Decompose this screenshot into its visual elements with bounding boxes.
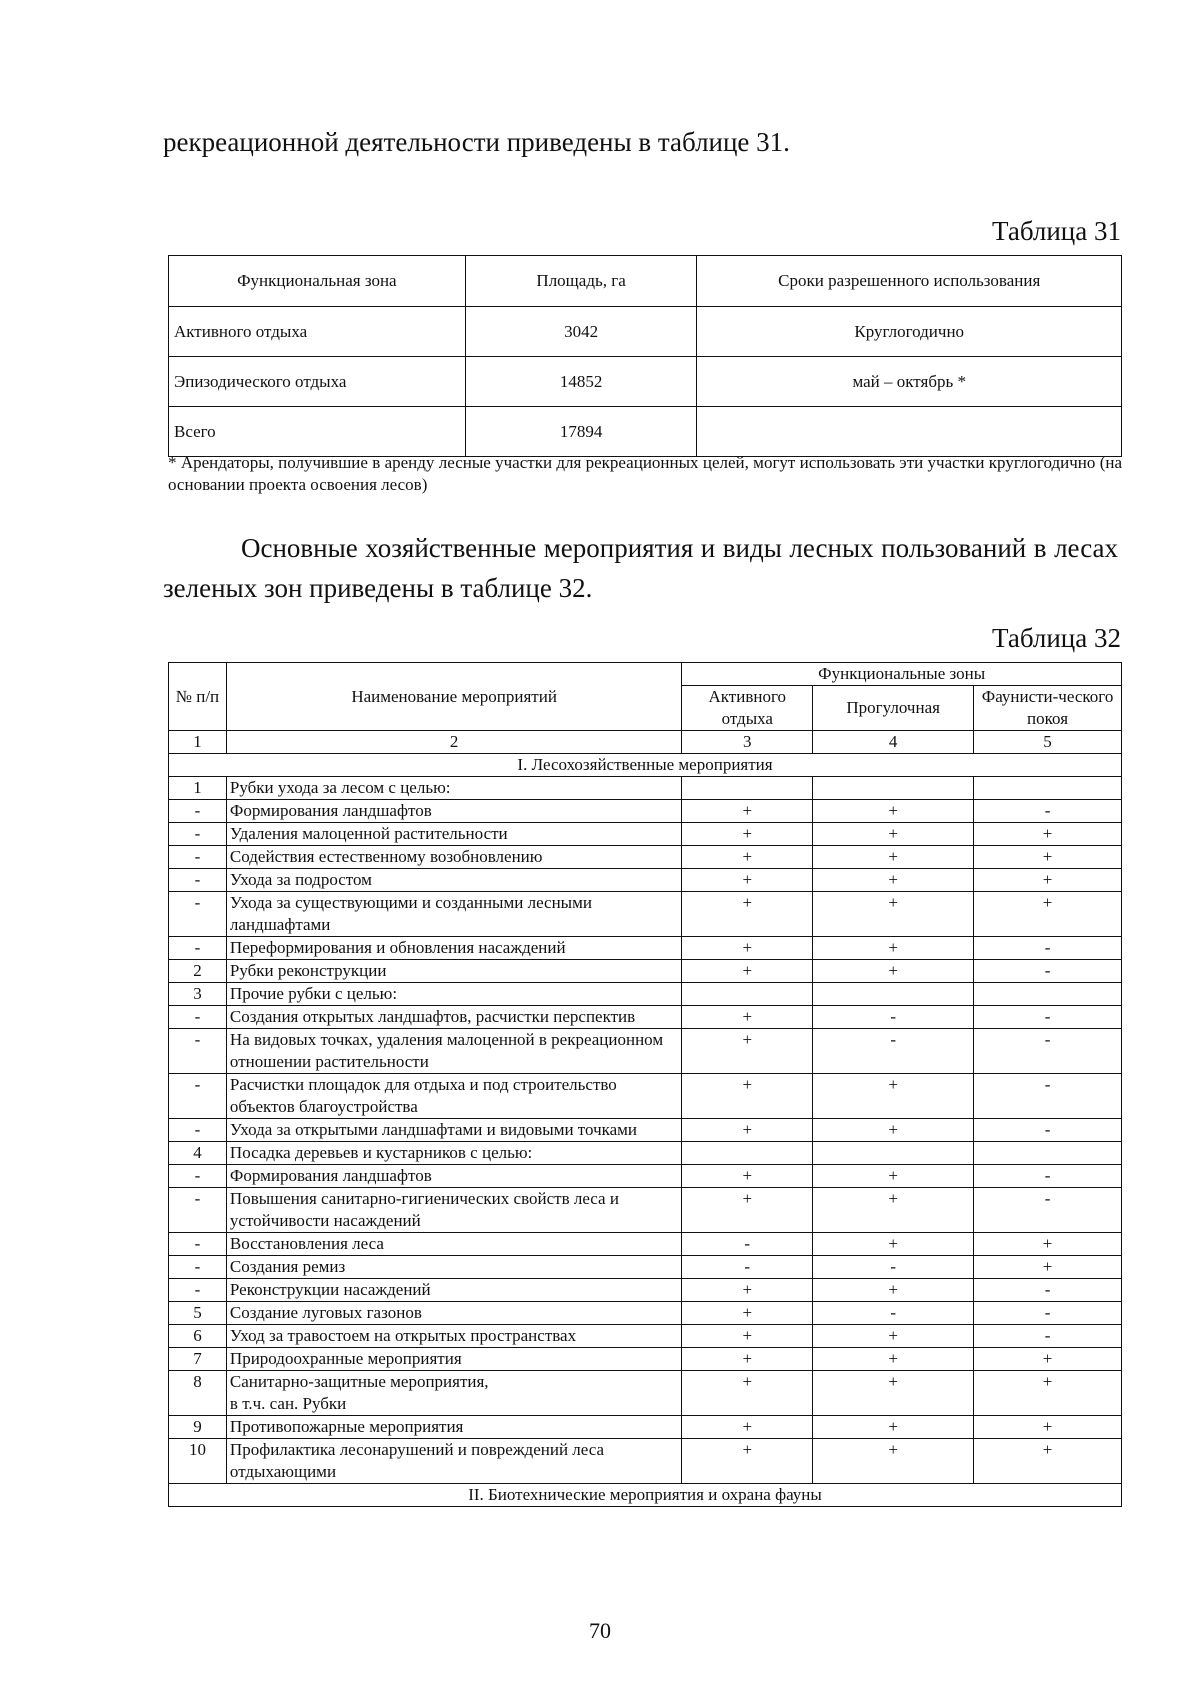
activity-name: Содействия естественному возобновлению <box>226 846 681 869</box>
zone-walk-mark: - <box>813 1029 974 1074</box>
table31-cell-period: май – октябрь * <box>697 357 1122 407</box>
table-row <box>169 937 1122 960</box>
zone-walk-mark: + <box>813 1416 974 1439</box>
table-row <box>169 1371 1122 1416</box>
zone-fauna-mark: - <box>974 1302 1122 1325</box>
activity-name: Повышения санитарно-гигиенических свойств леса и устойчивости насаждений <box>226 1188 681 1233</box>
zone-active-mark: + <box>682 960 813 983</box>
activity-name: Восстановления леса <box>226 1233 681 1256</box>
zone-fauna-mark: + <box>974 1256 1122 1279</box>
table31-cell-zone: Эпизодического отдыха <box>169 357 466 407</box>
activity-name: Прочие рубки с целью: <box>226 983 681 1006</box>
table-row <box>169 1233 1122 1256</box>
row-number: - <box>169 869 227 892</box>
section-title: II. Биотехнические мероприятия и охрана фауны <box>169 1484 1122 1507</box>
activity-name: Противопожарные мероприятия <box>226 1416 681 1439</box>
activity-name: Формирования ландшафтов <box>226 1165 681 1188</box>
zone-walk-mark: + <box>813 1325 974 1348</box>
activity-name: Формирования ландшафтов <box>226 800 681 823</box>
table-row <box>169 1006 1122 1029</box>
zone-fauna-mark: + <box>974 1233 1122 1256</box>
zone-walk-mark: + <box>813 1279 974 1302</box>
table32-header-active: Активного отдыха <box>682 686 813 731</box>
table32-section-row <box>169 754 1122 777</box>
table-row <box>169 1279 1122 1302</box>
table32-header-name: Наименование мероприятий <box>226 663 681 731</box>
zone-fauna-mark <box>974 1142 1122 1165</box>
table-row <box>169 892 1122 937</box>
zone-active-mark: + <box>682 1325 813 1348</box>
zone-walk-mark: + <box>813 960 974 983</box>
activity-name: Ухода за подростом <box>226 869 681 892</box>
row-number: - <box>169 1029 227 1074</box>
zone-walk-mark: + <box>813 1371 974 1416</box>
activity-name: Переформирования и обновления насаждений <box>226 937 681 960</box>
zone-walk-mark: + <box>813 1074 974 1119</box>
row-number: 1 <box>169 777 227 800</box>
col-number: 5 <box>974 731 1122 754</box>
activity-name: Уход за травостоем на открытых пространствах <box>226 1325 681 1348</box>
row-number: 8 <box>169 1371 227 1416</box>
table32-section-row <box>169 1484 1122 1507</box>
zone-walk-mark: - <box>813 1256 974 1279</box>
activity-name: Природоохранные мероприятия <box>226 1348 681 1371</box>
row-number: - <box>169 1233 227 1256</box>
table31-footnote: * Арендаторы, получившие в аренду лесные участки для рекреационных целей, могут использовать эти участки круглогодично (на основании проекта освоения лесов) <box>168 453 1122 494</box>
table-row <box>169 800 1122 823</box>
table-row <box>169 1416 1122 1439</box>
zone-walk-mark: + <box>813 1348 974 1371</box>
zone-fauna-mark: - <box>974 937 1122 960</box>
table-row <box>169 823 1122 846</box>
zone-walk-mark <box>813 1142 974 1165</box>
zone-active-mark: + <box>682 1188 813 1233</box>
table-row <box>169 1325 1122 1348</box>
table-row <box>169 357 1122 407</box>
zone-active-mark: + <box>682 1006 813 1029</box>
zone-fauna-mark: + <box>974 823 1122 846</box>
row-number: 5 <box>169 1302 227 1325</box>
table-row <box>169 1302 1122 1325</box>
zone-active-mark: + <box>682 1074 813 1119</box>
intro-paragraph: рекреационной деятельности приведены в таблице 31. <box>163 127 790 157</box>
zone-fauna-mark: - <box>974 800 1122 823</box>
zone-fauna-mark: - <box>974 1188 1122 1233</box>
zone-walk-mark: + <box>813 1188 974 1233</box>
zone-fauna-mark: - <box>974 960 1122 983</box>
table-row <box>169 307 1122 357</box>
zone-fauna-mark: - <box>974 1119 1122 1142</box>
zone-active-mark <box>682 777 813 800</box>
zone-walk-mark: - <box>813 1006 974 1029</box>
zone-fauna-mark: + <box>974 1439 1122 1484</box>
col-number: 1 <box>169 731 227 754</box>
zone-active-mark: + <box>682 1279 813 1302</box>
zone-walk-mark: + <box>813 846 974 869</box>
activity-name: Создания открытых ландшафтов, расчистки перспектив <box>226 1006 681 1029</box>
row-number: - <box>169 937 227 960</box>
row-number: - <box>169 823 227 846</box>
zone-active-mark: + <box>682 1165 813 1188</box>
zone-walk-mark <box>813 983 974 1006</box>
table-row <box>169 1439 1122 1484</box>
zone-fauna-mark <box>974 777 1122 800</box>
row-number: 6 <box>169 1325 227 1348</box>
row-number: 7 <box>169 1348 227 1371</box>
zone-walk-mark: + <box>813 1165 974 1188</box>
zone-fauna-mark: + <box>974 869 1122 892</box>
body-paragraph: Основные хозяйственные мероприятия и виды лесных пользований в лесах зеленых зон приведены в таблице 32. <box>163 533 1118 603</box>
page-number: 70 <box>589 1618 611 1643</box>
row-number: - <box>169 1279 227 1302</box>
table-row <box>169 846 1122 869</box>
table32-header-walk: Прогулочная <box>813 686 974 731</box>
zone-fauna-mark: + <box>974 1348 1122 1371</box>
table31-header-period: Сроки разрешенного использования <box>697 256 1122 307</box>
row-number: 2 <box>169 960 227 983</box>
zone-active-mark: + <box>682 1416 813 1439</box>
table31-cell-area: 17894 <box>465 407 697 457</box>
zone-active-mark <box>682 1142 813 1165</box>
row-number: - <box>169 1006 227 1029</box>
table-row <box>169 1029 1122 1074</box>
table31-caption: Таблица 31 <box>992 216 1121 246</box>
table-row <box>169 1074 1122 1119</box>
col-number: 4 <box>813 731 974 754</box>
table-32 <box>168 662 1122 1507</box>
zone-active-mark: + <box>682 800 813 823</box>
table31-cell-period: Круглогодично <box>697 307 1122 357</box>
table32-header-fauna: Фаунисти-ческого покоя <box>974 686 1122 731</box>
col-number: 2 <box>226 731 681 754</box>
table-row <box>169 960 1122 983</box>
activity-name: Рубки ухода за лесом с целью: <box>226 777 681 800</box>
zone-walk-mark: + <box>813 1119 974 1142</box>
row-number: - <box>169 1119 227 1142</box>
table31-cell-zone: Всего <box>169 407 466 457</box>
activity-name: Профилактика лесонарушений и повреждений леса отдыхающими <box>226 1439 681 1484</box>
table-row <box>169 1165 1122 1188</box>
activity-name: Создание луговых газонов <box>226 1302 681 1325</box>
col-number: 3 <box>682 731 813 754</box>
zone-fauna-mark <box>974 983 1122 1006</box>
activity-name: Реконструкции насаждений <box>226 1279 681 1302</box>
table-row <box>169 983 1122 1006</box>
row-number: - <box>169 1165 227 1188</box>
table-row <box>169 1142 1122 1165</box>
table32-caption: Таблица 32 <box>992 623 1121 653</box>
zone-active-mark: + <box>682 1119 813 1142</box>
table31-cell-area: 3042 <box>465 307 697 357</box>
zone-fauna-mark: - <box>974 1029 1122 1074</box>
zone-walk-mark: + <box>813 800 974 823</box>
row-number: - <box>169 800 227 823</box>
table31-cell-zone: Активного отдыха <box>169 307 466 357</box>
table32-header-row <box>169 663 1122 686</box>
table31-header-zone: Функциональная зона <box>169 256 466 307</box>
row-number: 4 <box>169 1142 227 1165</box>
zone-fauna-mark: - <box>974 1165 1122 1188</box>
zone-walk-mark: + <box>813 1233 974 1256</box>
activity-name: Удаления малоценной растительности <box>226 823 681 846</box>
zone-walk-mark <box>813 777 974 800</box>
zone-fauna-mark: - <box>974 1279 1122 1302</box>
zone-fauna-mark: - <box>974 1074 1122 1119</box>
zone-active-mark: + <box>682 1371 813 1416</box>
table-row <box>169 1256 1122 1279</box>
zone-active-mark: + <box>682 823 813 846</box>
zone-active-mark: + <box>682 1439 813 1484</box>
activity-name: Ухода за открытыми ландшафтами и видовыми точками <box>226 1119 681 1142</box>
table-row <box>169 407 1122 457</box>
zone-walk-mark: + <box>813 823 974 846</box>
zone-active-mark: + <box>682 1348 813 1371</box>
zone-active-mark: + <box>682 892 813 937</box>
zone-walk-mark: + <box>813 869 974 892</box>
activity-name: Расчистки площадок для отдыха и под строительство объектов благоустройства <box>226 1074 681 1119</box>
table31-header-row <box>169 256 1122 307</box>
activity-name: Создания ремиз <box>226 1256 681 1279</box>
table31-cell-period <box>697 407 1122 457</box>
table32-header-zones: Функциональные зоны <box>682 663 1122 686</box>
table-row <box>169 1188 1122 1233</box>
activity-name: Ухода за существующими и созданными лесными ландшафтами <box>226 892 681 937</box>
row-number: - <box>169 1188 227 1233</box>
zone-active-mark: - <box>682 1256 813 1279</box>
activity-name: Рубки реконструкции <box>226 960 681 983</box>
zone-active-mark: - <box>682 1233 813 1256</box>
table-row <box>169 777 1122 800</box>
activity-name: На видовых точках, удаления малоценной в рекреационном отношении растительности <box>226 1029 681 1074</box>
zone-fauna-mark: + <box>974 892 1122 937</box>
section-title: I. Лесохозяйственные мероприятия <box>169 754 1122 777</box>
table-row <box>169 1119 1122 1142</box>
row-number: - <box>169 1074 227 1119</box>
row-number: - <box>169 892 227 937</box>
zone-fauna-mark: + <box>974 1416 1122 1439</box>
zone-active-mark <box>682 983 813 1006</box>
table31-header-area: Площадь, га <box>465 256 697 307</box>
zone-fauna-mark: - <box>974 1325 1122 1348</box>
activity-name: Санитарно-защитные мероприятия, в т.ч. сан. Рубки <box>226 1371 681 1416</box>
row-number: 10 <box>169 1439 227 1484</box>
row-number: 9 <box>169 1416 227 1439</box>
zone-active-mark: + <box>682 1302 813 1325</box>
table-row <box>169 1348 1122 1371</box>
zone-active-mark: + <box>682 1029 813 1074</box>
zone-fauna-mark: - <box>974 1006 1122 1029</box>
row-number: - <box>169 1256 227 1279</box>
zone-walk-mark: - <box>813 1302 974 1325</box>
row-number: - <box>169 846 227 869</box>
zone-walk-mark: + <box>813 892 974 937</box>
table31-cell-area: 14852 <box>465 357 697 407</box>
zone-walk-mark: + <box>813 1439 974 1484</box>
row-number: 3 <box>169 983 227 1006</box>
activity-name: Посадка деревьев и кустарников с целью: <box>226 1142 681 1165</box>
table-row <box>169 869 1122 892</box>
zone-fauna-mark: + <box>974 846 1122 869</box>
zone-fauna-mark: + <box>974 1371 1122 1416</box>
zone-active-mark: + <box>682 846 813 869</box>
table32-header-num: № п/п <box>169 663 227 731</box>
zone-active-mark: + <box>682 869 813 892</box>
zone-walk-mark: + <box>813 937 974 960</box>
table-31 <box>168 255 1122 457</box>
zone-active-mark: + <box>682 937 813 960</box>
table32-colnum-row <box>169 731 1122 754</box>
